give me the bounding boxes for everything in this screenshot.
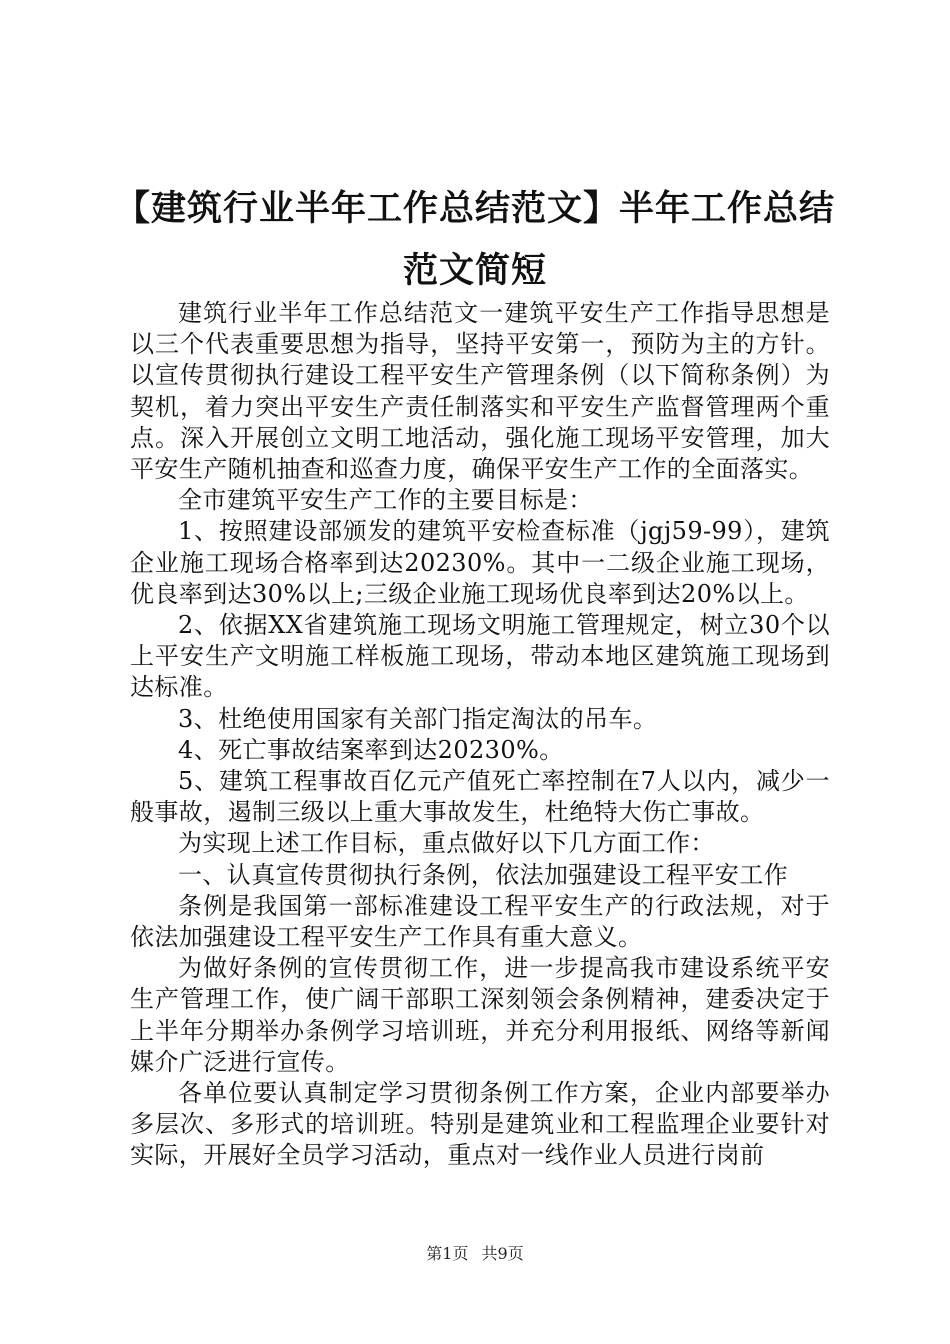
document-title: 【建筑行业半年工作总结范文】半年工作总结范文简短 bbox=[114, 189, 835, 291]
paragraph: 为实现上述工作目标，重点做好以下几方面工作： bbox=[178, 829, 715, 858]
page-total: 共9页 bbox=[481, 1244, 524, 1263]
paragraph: 为做好条例的宣传贯彻工作，进一步提高我市建设系统平安生产管理工作，使广阔干部职工深刻领会条例精神，建委决定于上半年分期举办条例学习培训班，并充分利用报纸、网络等新闻媒介广泛进行宣传。 bbox=[130, 954, 830, 1076]
paragraph: 全市建筑平安生产工作的主要目标是： bbox=[178, 486, 593, 515]
paragraph: 1、按照建设部颁发的建筑平安检查标准（jgj59-99），建筑企业施工现场合格率到达20230%。其中一二级企业施工现场，优良率到达30%以上;三级企业施工现场优良率到达20%以上。 bbox=[130, 517, 830, 608]
paragraph: 5、建筑工程事故百亿元产值死亡率控制在7人以内，减少一般事故，遏制三级以上重大事故发生，杜绝特大伤亡事故。 bbox=[130, 767, 830, 827]
section-heading: 一、认真宣传贯彻执行条例，依法加强建设工程平安工作 bbox=[178, 860, 788, 889]
page-number: 第1页 bbox=[426, 1244, 469, 1263]
paragraph: 3、杜绝使用国家有关部门指定淘汰的吊车。 bbox=[178, 704, 658, 733]
document-body bbox=[130, 298, 830, 1172]
paragraph: 条例是我国第一部标准建设工程平安生产的行政法规，对于依法加强建设工程平安生产工作具有重大意义。 bbox=[130, 891, 830, 952]
paragraph: 2、依据XX省建筑施工现场文明施工管理规定，树立30个以上平安生产文明施工样板施工现场，带动本地区建筑施工现场到达标准。 bbox=[130, 611, 830, 702]
paragraph: 各单位要认真制定学习贯彻条例工作方案，企业内部要举办多层次、多形式的培训班。特别是建筑业和工程监理企业要针对实际，开展好全员学习活动，重点对一线作业人员进行岗前 bbox=[130, 1079, 830, 1170]
paragraph: 建筑行业半年工作总结范文一建筑平安生产工作指导思想是以三个代表重要思想为指导，坚持平安第一，预防为主的方针。以宣传贯彻执行建设工程平安生产管理条例（以下简称条例）为契机，着力突出平安生产责任制落实和平安生产监督管理两个重点。深入开展创立文明工地活动，强化施工现场平安管理，加大平安生产随机抽查和巡查力度，确保平安生产工作的全面落实。 bbox=[130, 299, 830, 484]
paragraph: 4、死亡事故结案率到达20230%。 bbox=[178, 735, 564, 764]
page-footer bbox=[0, 1244, 950, 1264]
